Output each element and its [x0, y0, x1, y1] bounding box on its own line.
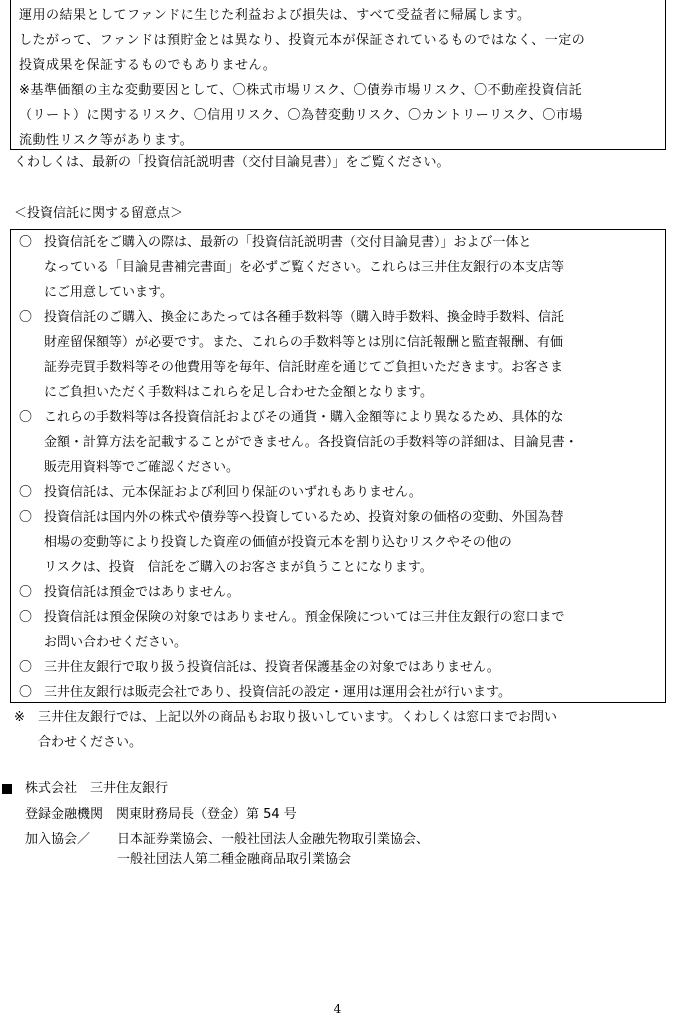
company-name: 株式会社 三井住友銀行	[25, 781, 169, 796]
note-line: 投資信託は国内外の株式や債券等へ投資しているため、投資対象の価格の変動、外国為替	[44, 510, 564, 525]
fund-risk-line: したがって、ファンドは預貯金とは異なり、投資元本が保証されているものではなく、一定の	[19, 33, 586, 48]
note-line: これらの手数料等は各投資信託およびその通貨・購入金額等により異なるため、具体的な	[44, 410, 564, 425]
prospectus-notice: くわしくは、最新の「投資信託説明書（交付目論見書）」をご覧ください。	[14, 155, 450, 170]
note-line: 三井住友銀行は販売会社であり、投資信託の設定・運用は運用会社が行います。	[44, 685, 511, 700]
note-line: 財産留保額等）が必要です。また、これらの手数料等とは別に信託報酬と監査報酬、有価	[44, 335, 563, 350]
fund-risk-line: 流動性リスク等があります。	[19, 133, 194, 148]
notes-box	[10, 229, 666, 703]
company-registration: 登録金融機関 関東財務局長（登金）第 54 号	[25, 807, 297, 822]
note-line: 投資信託は預金ではありません。	[44, 585, 240, 600]
note-line: にご負担いただく手数料はこれらを足し合わせた金額となります。	[44, 385, 433, 400]
note-line: 投資信託をご購入の際は、最新の「投資信託説明書（交付目論見書）」および一体と	[44, 235, 532, 250]
fund-risk-line: （リート）に関するリスク、〇信用リスク、〇為替変動リスク、〇カントリーリスク、〇市場	[19, 108, 583, 123]
note-line: にご用意しています。	[44, 285, 173, 300]
note-line: 三井住友銀行で取り扱う投資信託は、投資者保護基金の対象ではありません。	[44, 660, 500, 675]
fund-risk-line: 投資成果を保証するものでもありません。	[19, 58, 277, 73]
note-item	[19, 605, 665, 655]
note-line: お問い合わせください。	[44, 635, 188, 650]
note-line: なっている「目論見書補完書面」を必ずご覧ください。これらは三井住友銀行の本支店等	[44, 260, 565, 275]
circle-bullet-icon: 〇	[19, 585, 33, 600]
circle-bullet-icon: 〇	[19, 235, 33, 250]
note-item	[19, 505, 665, 580]
note-item	[19, 680, 665, 705]
note-line: 投資信託は預金保険の対象ではありません。預金保険については三井住友銀行の窓口まで	[44, 610, 565, 625]
note-item	[19, 305, 665, 405]
fund-risk-line: 運用の結果としてファンドに生じた利益および損失は、すべて受益者に帰属します。	[19, 8, 531, 23]
note-line: 投資信託のご購入、換金にあたっては各種手数料等（購入時手数料、換金時手数料、信託	[44, 310, 565, 325]
footnote	[14, 705, 557, 755]
page-number: 4	[333, 1002, 342, 1016]
associations-line: 一般社団法人第二種金融商品取引業協会	[117, 852, 352, 867]
note-item	[19, 405, 665, 480]
note-line: 投資信託は、元本保証および利回り保証のいずれもありません。	[44, 485, 422, 500]
fund-risk-box	[10, 0, 666, 150]
associations-label: 加入協会／	[25, 832, 91, 847]
circle-bullet-icon: 〇	[19, 310, 33, 325]
reference-mark-icon: ※	[14, 710, 25, 725]
note-item	[19, 480, 665, 505]
associations-line: 日本証券業協会、一般社団法人金融先物取引業協会、	[117, 832, 430, 847]
circle-bullet-icon: 〇	[19, 610, 33, 625]
circle-bullet-icon: 〇	[19, 685, 33, 700]
black-square-icon	[2, 784, 12, 794]
note-line: 金額・計算方法を記載することができません。各投資信託の手数料等の詳細は、目論見書・	[44, 435, 578, 450]
footnote-line: 三井住友銀行では、上記以外の商品もお取り扱いしています。くわしくは窓口までお問い	[38, 710, 557, 725]
note-line: 証券売買手数料等その他費用等を毎年、信託財産を通じてご負担いただきます。お客さま	[44, 360, 563, 375]
note-line: 販売用資料等でご確認ください。	[44, 460, 240, 475]
circle-bullet-icon: 〇	[19, 660, 33, 675]
circle-bullet-icon: 〇	[19, 485, 33, 500]
note-item	[19, 230, 665, 305]
note-line: リスクは、投資 信託をご購入のお客さまが負うことになります。	[44, 560, 433, 575]
note-item	[19, 655, 665, 680]
fund-risk-line: ※基準価額の主な変動要因として、〇株式市場リスク、〇債券市場リスク、〇不動産投資信託	[19, 83, 583, 98]
circle-bullet-icon: 〇	[19, 410, 33, 425]
note-item	[19, 580, 665, 605]
note-line: 相場の変動等により投資した資産の価値が投資元本を割り込むリスクやその他の	[44, 535, 512, 550]
notes-heading: ＜投資信託に関する留意点＞	[14, 206, 184, 221]
circle-bullet-icon: 〇	[19, 510, 33, 525]
footnote-line: 合わせください。	[38, 735, 143, 750]
